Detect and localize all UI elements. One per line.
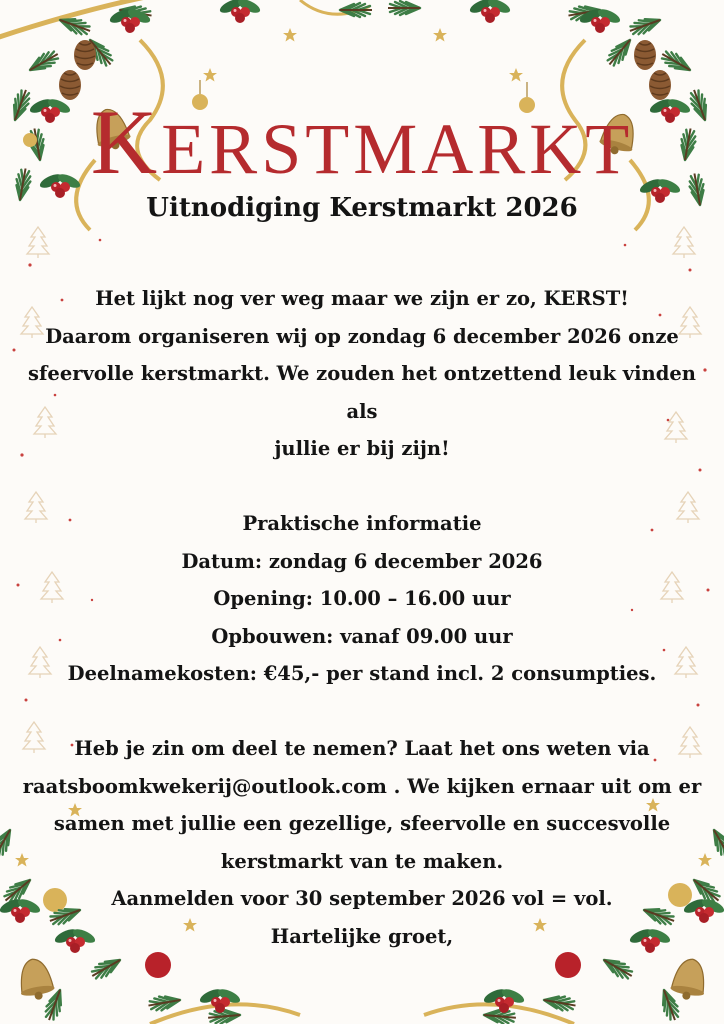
info-opening: Opening: 10.00 – 16.00 uur <box>213 587 511 610</box>
info-setup: Opbouwen: vanaf 09.00 uur <box>211 624 513 648</box>
invitation-subtitle: Uitnodiging Kerstmarkt 2026 <box>146 193 578 223</box>
info-fee: Deelnamekosten: €45,- per stand incl. 2 consumpties. <box>67 662 657 685</box>
intro-line: sfeervolle kerstmarkt. We zouden het ontzettend leuk vinden als <box>28 362 696 423</box>
info-heading: Praktische informatie <box>242 512 482 535</box>
intro-line: Daarom organiseren wij op zondag 6 december 2026 onze <box>45 324 679 348</box>
invitation-body <box>22 280 702 955</box>
info-date: Datum: zondag 6 december 2026 <box>181 549 543 573</box>
title-rest: ERSTMARKT <box>161 109 634 189</box>
closing-line: Heb je zin om deel te nemen? Laat het ons weten via <box>74 737 650 760</box>
closing-line: Hartelijke groet, <box>270 924 454 948</box>
closing-line: kerstmarkt van te maken. <box>220 849 504 873</box>
intro-line: Het lijkt nog ver weg maar we zijn er zo, KERST! <box>95 287 629 310</box>
closing-line: raatsboomkwekerij@outlook.com . We kijken ernaar uit om er <box>22 774 702 798</box>
closing-line: Aanmelden voor 30 september 2026 vol = vol. <box>111 887 613 910</box>
title-initial: K <box>90 91 162 193</box>
intro-line: jullie er bij zijn! <box>274 437 450 460</box>
closing-line: samen met jullie een gezellige, sfeervolle en succesvolle <box>53 812 671 835</box>
page-title <box>0 91 724 193</box>
